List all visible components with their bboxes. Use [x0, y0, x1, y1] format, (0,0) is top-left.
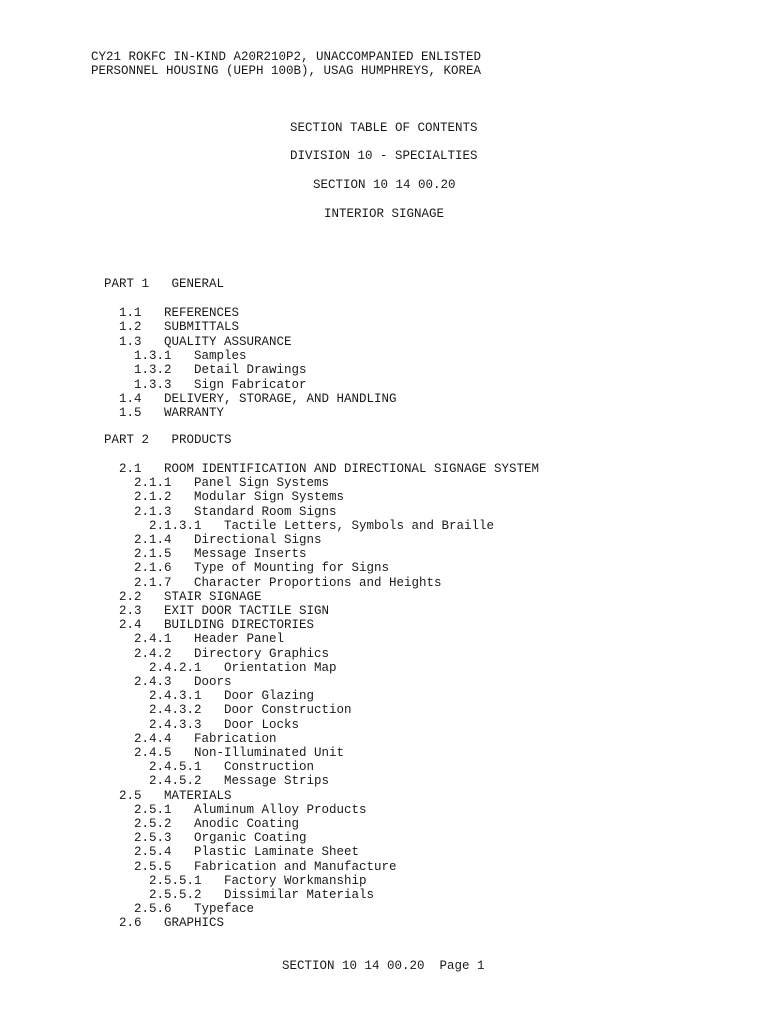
toc-entry-number: 2.4.5.2: [149, 774, 202, 789]
toc-entry-title: Panel Sign Systems: [194, 476, 330, 491]
part-1-title: GENERAL: [171, 277, 225, 291]
toc-entry-number: 2.1.7: [134, 575, 172, 590]
part-2-label: PART 2: [104, 433, 150, 447]
toc-entry-title: Character Proportions and Heights: [194, 575, 442, 590]
toc-entry-title: Organic Coating: [194, 831, 307, 846]
toc-entry-title: Modular Sign Systems: [194, 490, 345, 505]
part-2-title: PRODUCTS: [171, 433, 232, 447]
toc-entry-number: 1.3.2: [134, 363, 172, 378]
toc-entry-number: 2.4.3.1: [149, 689, 202, 704]
toc-entry-title: Sign Fabricator: [194, 377, 307, 392]
toc-entry-title: Aluminum Alloy Products: [194, 802, 367, 817]
toc-entry-number: 2.4.2: [134, 646, 172, 661]
toc-entry-number: 2.5.4: [134, 845, 172, 860]
toc-entry-number: 2.1.6: [134, 561, 172, 576]
toc-entry-title: EXIT DOOR TACTILE SIGN: [164, 604, 330, 618]
toc-entry-number: 2.5.3: [134, 831, 172, 846]
toc-entry-number: 2.1.4: [134, 533, 172, 547]
toc-entry-title: Fabrication: [194, 731, 277, 746]
toc-entry-number: 2.1.5: [134, 547, 172, 562]
toc-entry-number: 2.5.1: [134, 802, 172, 817]
toc-entry-number: 2.4.5: [134, 746, 172, 760]
toc-entry-title: Construction: [224, 760, 315, 775]
toc-entry-title: Doors: [194, 675, 232, 689]
section-title-heading: INTERIOR SIGNAGE: [324, 207, 445, 221]
page-footer: SECTION 10 14 00.20 Page 1: [282, 959, 485, 973]
toc-entry-title: QUALITY ASSURANCE: [164, 334, 292, 349]
toc-entry-number: 2.4.3.3: [149, 717, 202, 732]
toc-entry-title: WARRANTY: [164, 406, 225, 421]
toc-entry-number: 2.3: [119, 604, 142, 618]
toc-entry-title: Message Strips: [224, 774, 330, 789]
toc-entry-number: 1.4: [119, 391, 142, 406]
toc-entry-title: Door Locks: [224, 717, 300, 732]
toc-entry-number: 2.2: [119, 589, 142, 604]
toc-entry-number: 2.1.3.1: [149, 518, 202, 533]
toc-entry-number: 2.4.4: [134, 731, 172, 746]
toc-entry-number: 2.1.3: [134, 504, 172, 519]
toc-entry-title: Tactile Letters, Symbols and Braille: [224, 518, 495, 533]
toc-entry-number: 2.5.5: [134, 859, 172, 874]
toc-entry-number: 2.4.2.1: [149, 660, 202, 675]
toc-entry-number: 1.5: [119, 406, 142, 421]
toc-entry-number: 2.5.6: [134, 902, 172, 917]
toc-entry-title: DELIVERY, STORAGE, AND HANDLING: [164, 391, 397, 406]
toc-entry-title: Non-Illuminated Unit: [194, 746, 345, 760]
toc-entry-title: Standard Room Signs: [194, 504, 337, 519]
toc-entry-number: 2.4.5.1: [149, 760, 202, 775]
toc-entry-title: Samples: [194, 348, 247, 363]
toc-entry-title: Factory Workmanship: [224, 873, 367, 888]
toc-entry-title: ROOM IDENTIFICATION AND DIRECTIONAL SIGNAGE SYSTEM: [164, 462, 540, 476]
toc-entry-title: Directional Signs: [194, 533, 322, 547]
part-2-heading: [104, 433, 232, 447]
toc-entry-title: MATERIALS: [164, 788, 232, 803]
toc-entry-title: BUILDING DIRECTORIES: [164, 618, 315, 633]
project-header-line-1: CY21 ROKFC IN-KIND A20R210P2, UNACCOMPANIED ENLISTED: [91, 50, 482, 64]
toc-entry-number: 1.1: [119, 306, 142, 320]
toc-entry-number: 2.5.2: [134, 817, 172, 831]
toc-entry-title: Anodic Coating: [194, 817, 300, 831]
toc-heading: SECTION TABLE OF CONTENTS: [290, 121, 478, 135]
toc-entry-number: 2.4.1: [134, 632, 172, 647]
toc-entry-title: Typeface: [194, 902, 255, 917]
project-header-line-2: PERSONNEL HOUSING (UEPH 100B), USAG HUMPHREYS, KOREA: [91, 64, 482, 78]
toc-entry-title: Detail Drawings: [194, 363, 307, 378]
toc-entry-number: 1.3.1: [134, 348, 172, 363]
toc-entry-number: 2.1: [119, 462, 142, 476]
toc-entry-title: Door Construction: [224, 703, 352, 718]
toc-entry-title: Message Inserts: [194, 547, 307, 562]
toc-entry-title: STAIR SIGNAGE: [164, 589, 262, 604]
toc-entry-title: REFERENCES: [164, 306, 240, 320]
toc-entry-title: Door Glazing: [224, 689, 315, 704]
toc-entry-title: Orientation Map: [224, 660, 337, 675]
section-number-heading: SECTION 10 14 00.20: [313, 178, 456, 192]
toc-entry-title: Type of Mounting for Signs: [194, 561, 390, 576]
toc-entry-title: SUBMITTALS: [164, 320, 240, 335]
toc-entry-number: 2.5.5.1: [149, 873, 202, 888]
toc-entry-title: Dissimilar Materials: [224, 888, 375, 902]
toc-entry-number: 2.5: [119, 788, 142, 803]
toc-entry-title: Fabrication and Manufacture: [194, 859, 397, 874]
part-1-label: PART 1: [104, 277, 150, 291]
toc-entry-title: Directory Graphics: [194, 646, 330, 661]
toc-entry-number: 2.5.5.2: [149, 888, 202, 902]
toc-entry-number: 2.1.1: [134, 476, 172, 491]
toc-entry-number: 2.4.3.2: [149, 703, 202, 718]
toc-entry-title: Header Panel: [194, 632, 285, 647]
toc-entry-title: Plastic Laminate Sheet: [194, 845, 360, 860]
part-1-heading: [104, 277, 224, 291]
toc-entry-number: 1.2: [119, 320, 142, 335]
toc-entry-number: 1.3: [119, 334, 142, 349]
toc-entry-number: 2.6: [119, 916, 142, 931]
toc-entry-title: GRAPHICS: [164, 916, 225, 931]
toc-entry-number: 2.4.3: [134, 675, 172, 689]
toc-entry-number: 2.1.2: [134, 490, 172, 505]
division-heading: DIVISION 10 - SPECIALTIES: [290, 149, 478, 163]
toc-entry-number: 1.3.3: [134, 377, 172, 392]
toc-entry-number: 2.4: [119, 618, 142, 633]
